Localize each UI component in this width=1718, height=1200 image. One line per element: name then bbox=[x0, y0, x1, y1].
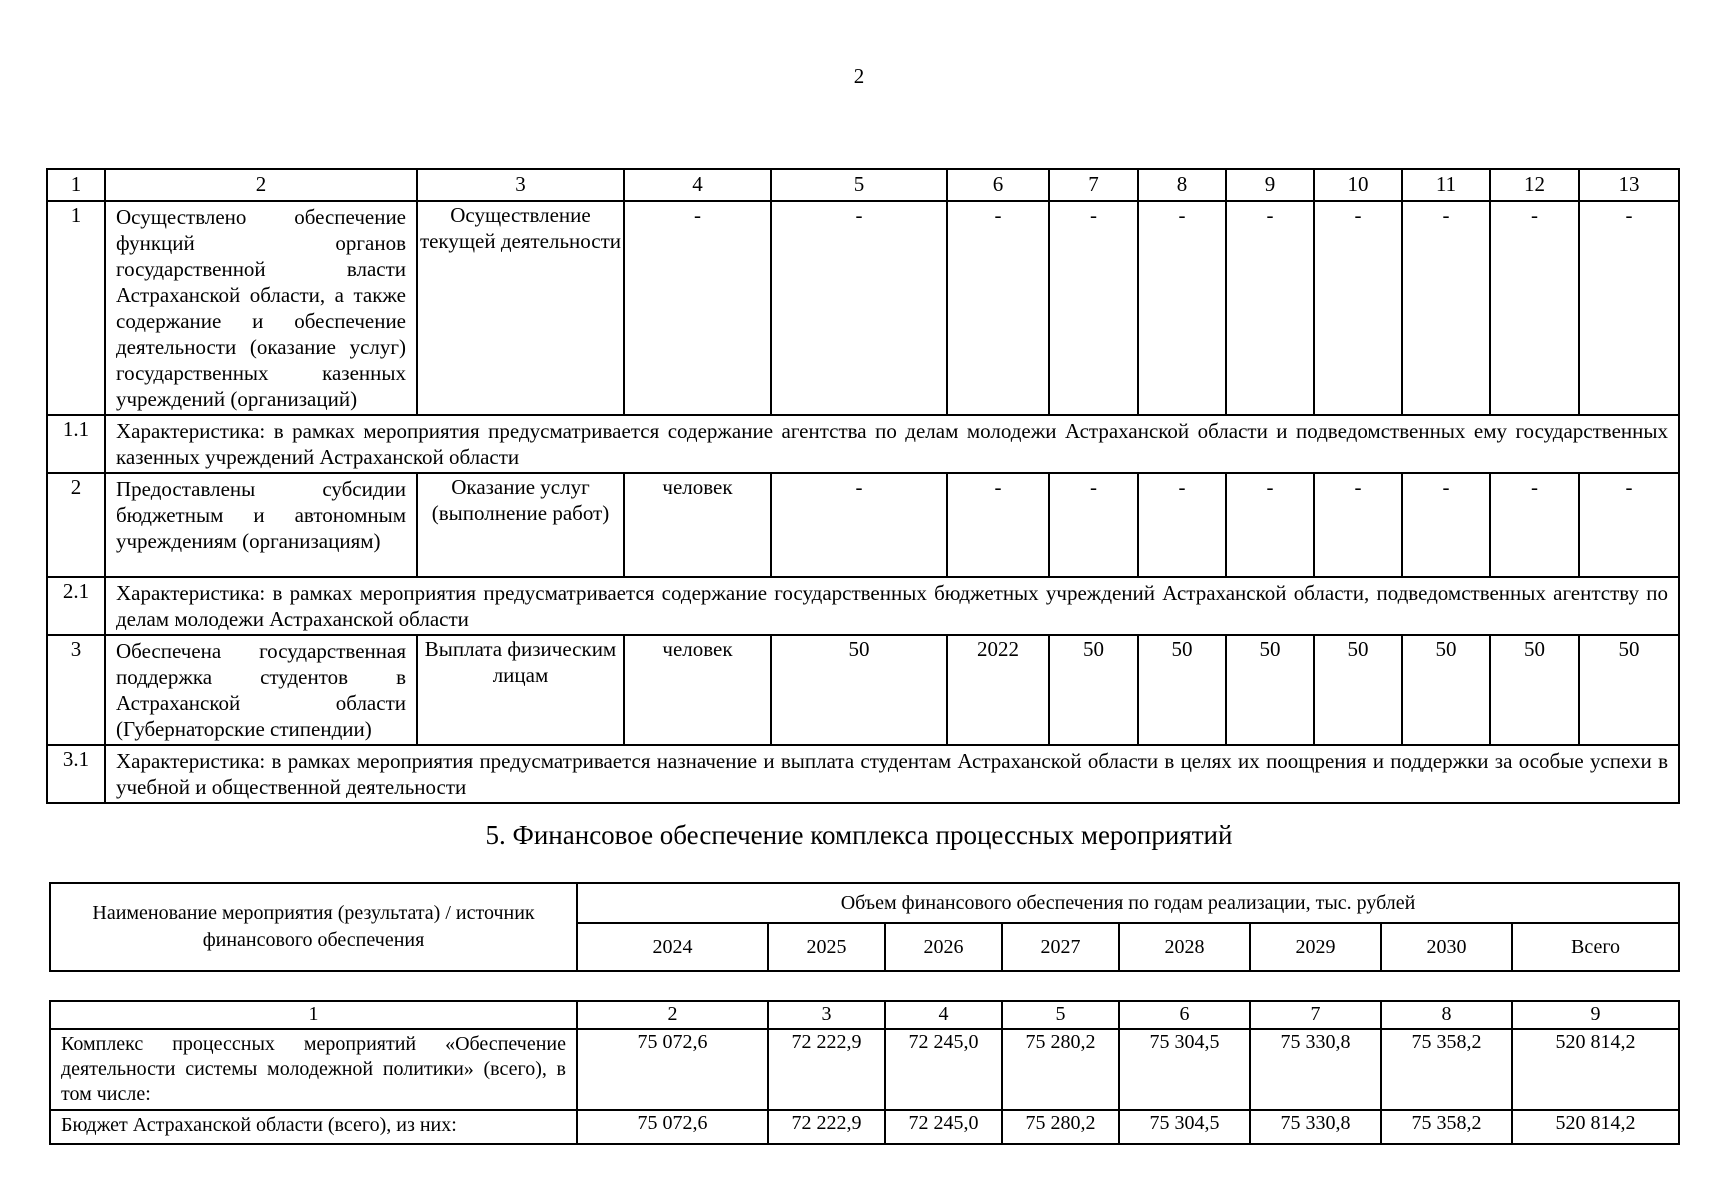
value-cell: - bbox=[1049, 473, 1138, 577]
value-cell: - bbox=[1402, 473, 1490, 577]
measure-description: Характеристика: в рамках мероприятия предусматривается содержание агентства по делам молодежи Астраханской области и подведомственных ему государственных казенных учреждений Астраханской области bbox=[105, 415, 1679, 473]
unit: - bbox=[624, 201, 771, 415]
measure-name: Обеспечена государственная поддержка студентов в Астраханской области (Губернаторские стипендии) bbox=[105, 635, 417, 745]
header-cell: 4 bbox=[624, 169, 771, 201]
results-table bbox=[46, 168, 1680, 804]
value-cell: - bbox=[1138, 473, 1226, 577]
value-cell: 50 bbox=[1490, 635, 1579, 745]
measure-name: Осуществлено обеспечение функций органов государственной власти Астраханской области, а также содержание и обеспечение деятельности (оказание услуг) государственных казенных учреждений (организаций) bbox=[105, 201, 417, 415]
amount-cell: 75 280,2 bbox=[1002, 1029, 1119, 1110]
year-header: 2028 bbox=[1119, 923, 1250, 971]
header-cell: 4 bbox=[885, 1001, 1002, 1029]
total-header: Всего bbox=[1512, 923, 1679, 971]
value-cell: 2022 bbox=[947, 635, 1049, 745]
finance-table bbox=[49, 1000, 1680, 1145]
amount-cell: 72 222,9 bbox=[768, 1110, 885, 1144]
measure-description: Характеристика: в рамках мероприятия предусматривается назначение и выплата студентам Астраханской области в целях их поощрения и поддержки за особые успехи в учебной и общественной деятельности bbox=[105, 745, 1679, 803]
header-cell: 7 bbox=[1049, 169, 1138, 201]
amount-cell: 72 222,9 bbox=[768, 1029, 885, 1110]
measure-type: Выплата физическим лицам bbox=[417, 635, 624, 745]
value-cell: - bbox=[1490, 201, 1579, 415]
year-header: 2029 bbox=[1250, 923, 1381, 971]
header-cell: 10 bbox=[1314, 169, 1402, 201]
value-cell: - bbox=[1579, 473, 1679, 577]
value-cell: - bbox=[1049, 201, 1138, 415]
measure-name: Предоставлены субсидии бюджетным и автономным учреждениям (организациям) bbox=[105, 473, 417, 577]
row-number: 2.1 bbox=[47, 577, 105, 635]
row-number: 3.1 bbox=[47, 745, 105, 803]
header-cell: 11 bbox=[1402, 169, 1490, 201]
left-header: Наименование мероприятия (результата) / источник финансового обеспечения bbox=[50, 883, 577, 971]
value-cell: - bbox=[947, 201, 1049, 415]
table-header-row bbox=[50, 1001, 1679, 1029]
table-row bbox=[50, 1110, 1679, 1144]
amount-cell: 75 330,8 bbox=[1250, 1029, 1381, 1110]
group-header: Объем финансового обеспечения по годам реализации, тыс. рублей bbox=[577, 883, 1679, 923]
table-row bbox=[47, 577, 1679, 635]
value-cell: - bbox=[947, 473, 1049, 577]
value-cell: - bbox=[1314, 473, 1402, 577]
amount-cell: 75 280,2 bbox=[1002, 1110, 1119, 1144]
amount-cell: 75 358,2 bbox=[1381, 1029, 1512, 1110]
table-row bbox=[47, 201, 1679, 415]
header-cell: 8 bbox=[1381, 1001, 1512, 1029]
year-header: 2025 bbox=[768, 923, 885, 971]
value-cell: - bbox=[1314, 201, 1402, 415]
unit: человек bbox=[624, 635, 771, 745]
section-title: 5. Финансовое обеспечение комплекса процессных мероприятий bbox=[485, 820, 1233, 850]
amount-cell: 75 072,6 bbox=[577, 1110, 768, 1144]
finance-row-label: Бюджет Астраханской области (всего), из них: bbox=[50, 1110, 577, 1144]
year-header: 2030 bbox=[1381, 923, 1512, 971]
row-number: 1.1 bbox=[47, 415, 105, 473]
amount-cell: 75 358,2 bbox=[1381, 1110, 1512, 1144]
row-number: 1 bbox=[47, 201, 105, 415]
value-cell: 50 bbox=[1579, 635, 1679, 745]
header-cell: 12 bbox=[1490, 169, 1579, 201]
header-cell: 5 bbox=[1002, 1001, 1119, 1029]
header-cell: 13 bbox=[1579, 169, 1679, 201]
value-cell: 50 bbox=[1314, 635, 1402, 745]
value-cell: 50 bbox=[1138, 635, 1226, 745]
amount-cell: 75 304,5 bbox=[1119, 1110, 1250, 1144]
amount-cell: 72 245,0 bbox=[885, 1029, 1002, 1110]
header-cell: 6 bbox=[947, 169, 1049, 201]
value-cell: - bbox=[1138, 201, 1226, 415]
value-cell: - bbox=[771, 201, 947, 415]
year-header: 2024 bbox=[577, 923, 768, 971]
measure-type: Оказание услуг (выполнение работ) bbox=[417, 473, 624, 577]
header-cell: 3 bbox=[768, 1001, 885, 1029]
table-header-row bbox=[47, 169, 1679, 201]
table-row bbox=[47, 415, 1679, 473]
value-cell: 50 bbox=[1049, 635, 1138, 745]
total-cell: 520 814,2 bbox=[1512, 1029, 1679, 1110]
amount-cell: 75 330,8 bbox=[1250, 1110, 1381, 1144]
row-number: 3 bbox=[47, 635, 105, 745]
value-cell: - bbox=[771, 473, 947, 577]
finance-header-table bbox=[49, 882, 1680, 972]
header-cell: 6 bbox=[1119, 1001, 1250, 1029]
page-number: 2 bbox=[853, 64, 865, 88]
measure-description: Характеристика: в рамках мероприятия предусматривается содержание государственных бюджетных учреждений Астраханской области, подведомственных агентству по делам молодежи Астраханской области bbox=[105, 577, 1679, 635]
value-cell: - bbox=[1490, 473, 1579, 577]
header-cell: 9 bbox=[1226, 169, 1314, 201]
header-cell: 5 bbox=[771, 169, 947, 201]
header-cell: 1 bbox=[50, 1001, 577, 1029]
value-cell: - bbox=[1226, 473, 1314, 577]
measure-type: Осуществление текущей деятельности bbox=[417, 201, 624, 415]
value-cell: - bbox=[1226, 201, 1314, 415]
value-cell: 50 bbox=[1402, 635, 1490, 745]
header-cell: 2 bbox=[577, 1001, 768, 1029]
row-number: 2 bbox=[47, 473, 105, 577]
unit: человек bbox=[624, 473, 771, 577]
value-cell: - bbox=[1579, 201, 1679, 415]
finance-row-label: Комплекс процессных мероприятий «Обеспечение деятельности системы молодежной политики» (всего), в том числе: bbox=[50, 1029, 577, 1110]
amount-cell: 72 245,0 bbox=[885, 1110, 1002, 1144]
amount-cell: 75 304,5 bbox=[1119, 1029, 1250, 1110]
header-cell: 9 bbox=[1512, 1001, 1679, 1029]
year-header: 2026 bbox=[885, 923, 1002, 971]
table-row bbox=[47, 473, 1679, 577]
value-cell: 50 bbox=[1226, 635, 1314, 745]
table-row bbox=[47, 635, 1679, 745]
header-cell: 1 bbox=[47, 169, 105, 201]
header-cell: 3 bbox=[417, 169, 624, 201]
header-cell: 8 bbox=[1138, 169, 1226, 201]
value-cell: 50 bbox=[771, 635, 947, 745]
year-header: 2027 bbox=[1002, 923, 1119, 971]
total-cell: 520 814,2 bbox=[1512, 1110, 1679, 1144]
header-cell: 2 bbox=[105, 169, 417, 201]
table-row bbox=[47, 745, 1679, 803]
table-row bbox=[50, 1029, 1679, 1110]
header-cell: 7 bbox=[1250, 1001, 1381, 1029]
value-cell: - bbox=[1402, 201, 1490, 415]
amount-cell: 75 072,6 bbox=[577, 1029, 768, 1110]
